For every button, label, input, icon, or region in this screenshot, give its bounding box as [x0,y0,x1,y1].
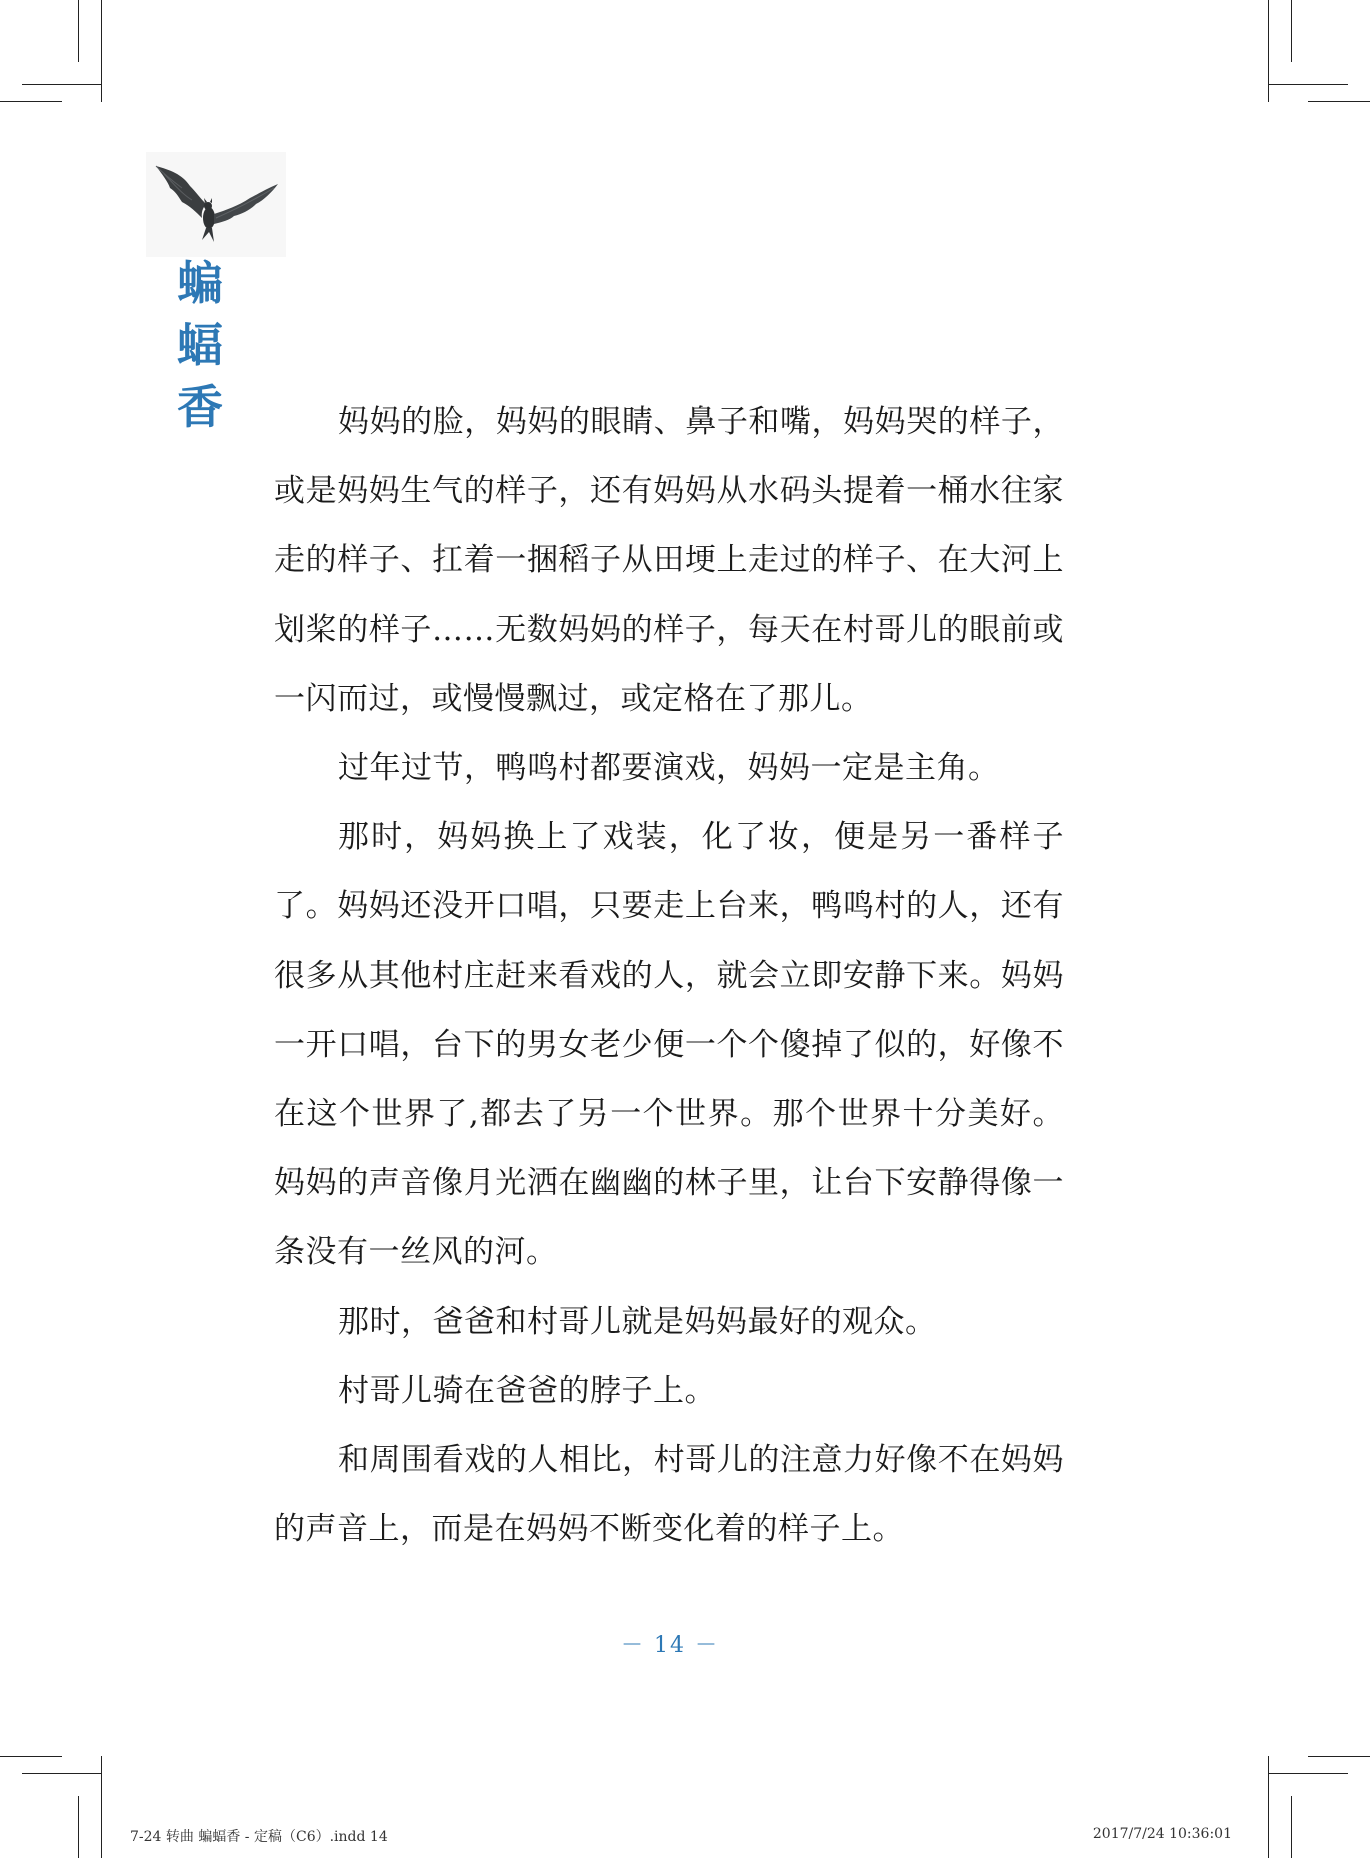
crop-mark [1308,101,1370,102]
crop-mark [1291,0,1292,62]
footer-file-slug: 7-24 转曲 蝙蝠香 - 定稿（C6）.indd 14 [130,1829,388,1845]
page-number: － 14 － [621,1633,719,1658]
paragraph: 和周围看戏的人相比，村哥儿的注意力好像不在妈妈的声音上，而是在妈妈不断变化着的样子上。 [274,1442,1064,1548]
crop-mark [78,1796,79,1858]
crop-mark [1268,84,1348,85]
crop-mark [22,84,102,85]
title-char: 香 [177,380,223,434]
crop-mark [78,0,79,62]
crop-mark [1291,1796,1292,1858]
crop-mark [0,1756,62,1757]
crop-mark [0,101,62,102]
crop-mark [101,1756,102,1858]
bat-illustration-icon [146,152,286,257]
book-title-vertical [170,252,230,438]
crop-mark [1268,1756,1269,1858]
title-char: 蝙 [177,256,223,310]
title-char: 蝠 [177,318,223,372]
paragraph: 过年过节，鸭鸣村都要演戏，妈妈一定是主角。 [338,750,1000,787]
paragraph: 妈妈的脸，妈妈的眼睛、鼻子和嘴，妈妈哭的样子，或是妈妈生气的样子，还有妈妈从水码头提着一桶水往家走的样子、扛着一捆稻子从田埂上走过的样子、在大河上划桨的样子……无数妈妈的样子，每天在村哥儿的眼前或一闪而过，或慢慢飘过，或定格在了那儿。 [274,404,1064,717]
paragraph: 那时，爸爸和村哥儿就是妈妈最好的观众。 [338,1303,937,1340]
crop-mark [1268,0,1269,102]
crop-mark [101,0,102,102]
footer-timestamp: 2017/7/24 10:36:01 [1092,1826,1232,1842]
body-text [274,388,1064,1564]
crop-mark [1268,1773,1348,1774]
paragraph: 那时，妈妈换上了戏装，化了妆，便是另一番样子了。妈妈还没开口唱，只要走上台来，鸭鸣村的人，还有很多从其他村庄赶来看戏的人，就会立即安静下来。妈妈一开口唱，台下的男女老少便一个个傻掉了似的，好像不在这个世界了,都去了另一个世界。那个世界十分美好。妈妈的声音像月光洒在幽幽的林子里，让台下安静得像一条没有一丝风的河。 [274,819,1064,1271]
paragraph: 村哥儿骑在爸爸的脖子上。 [338,1372,716,1409]
crop-mark [1308,1756,1370,1757]
crop-mark [22,1773,102,1774]
